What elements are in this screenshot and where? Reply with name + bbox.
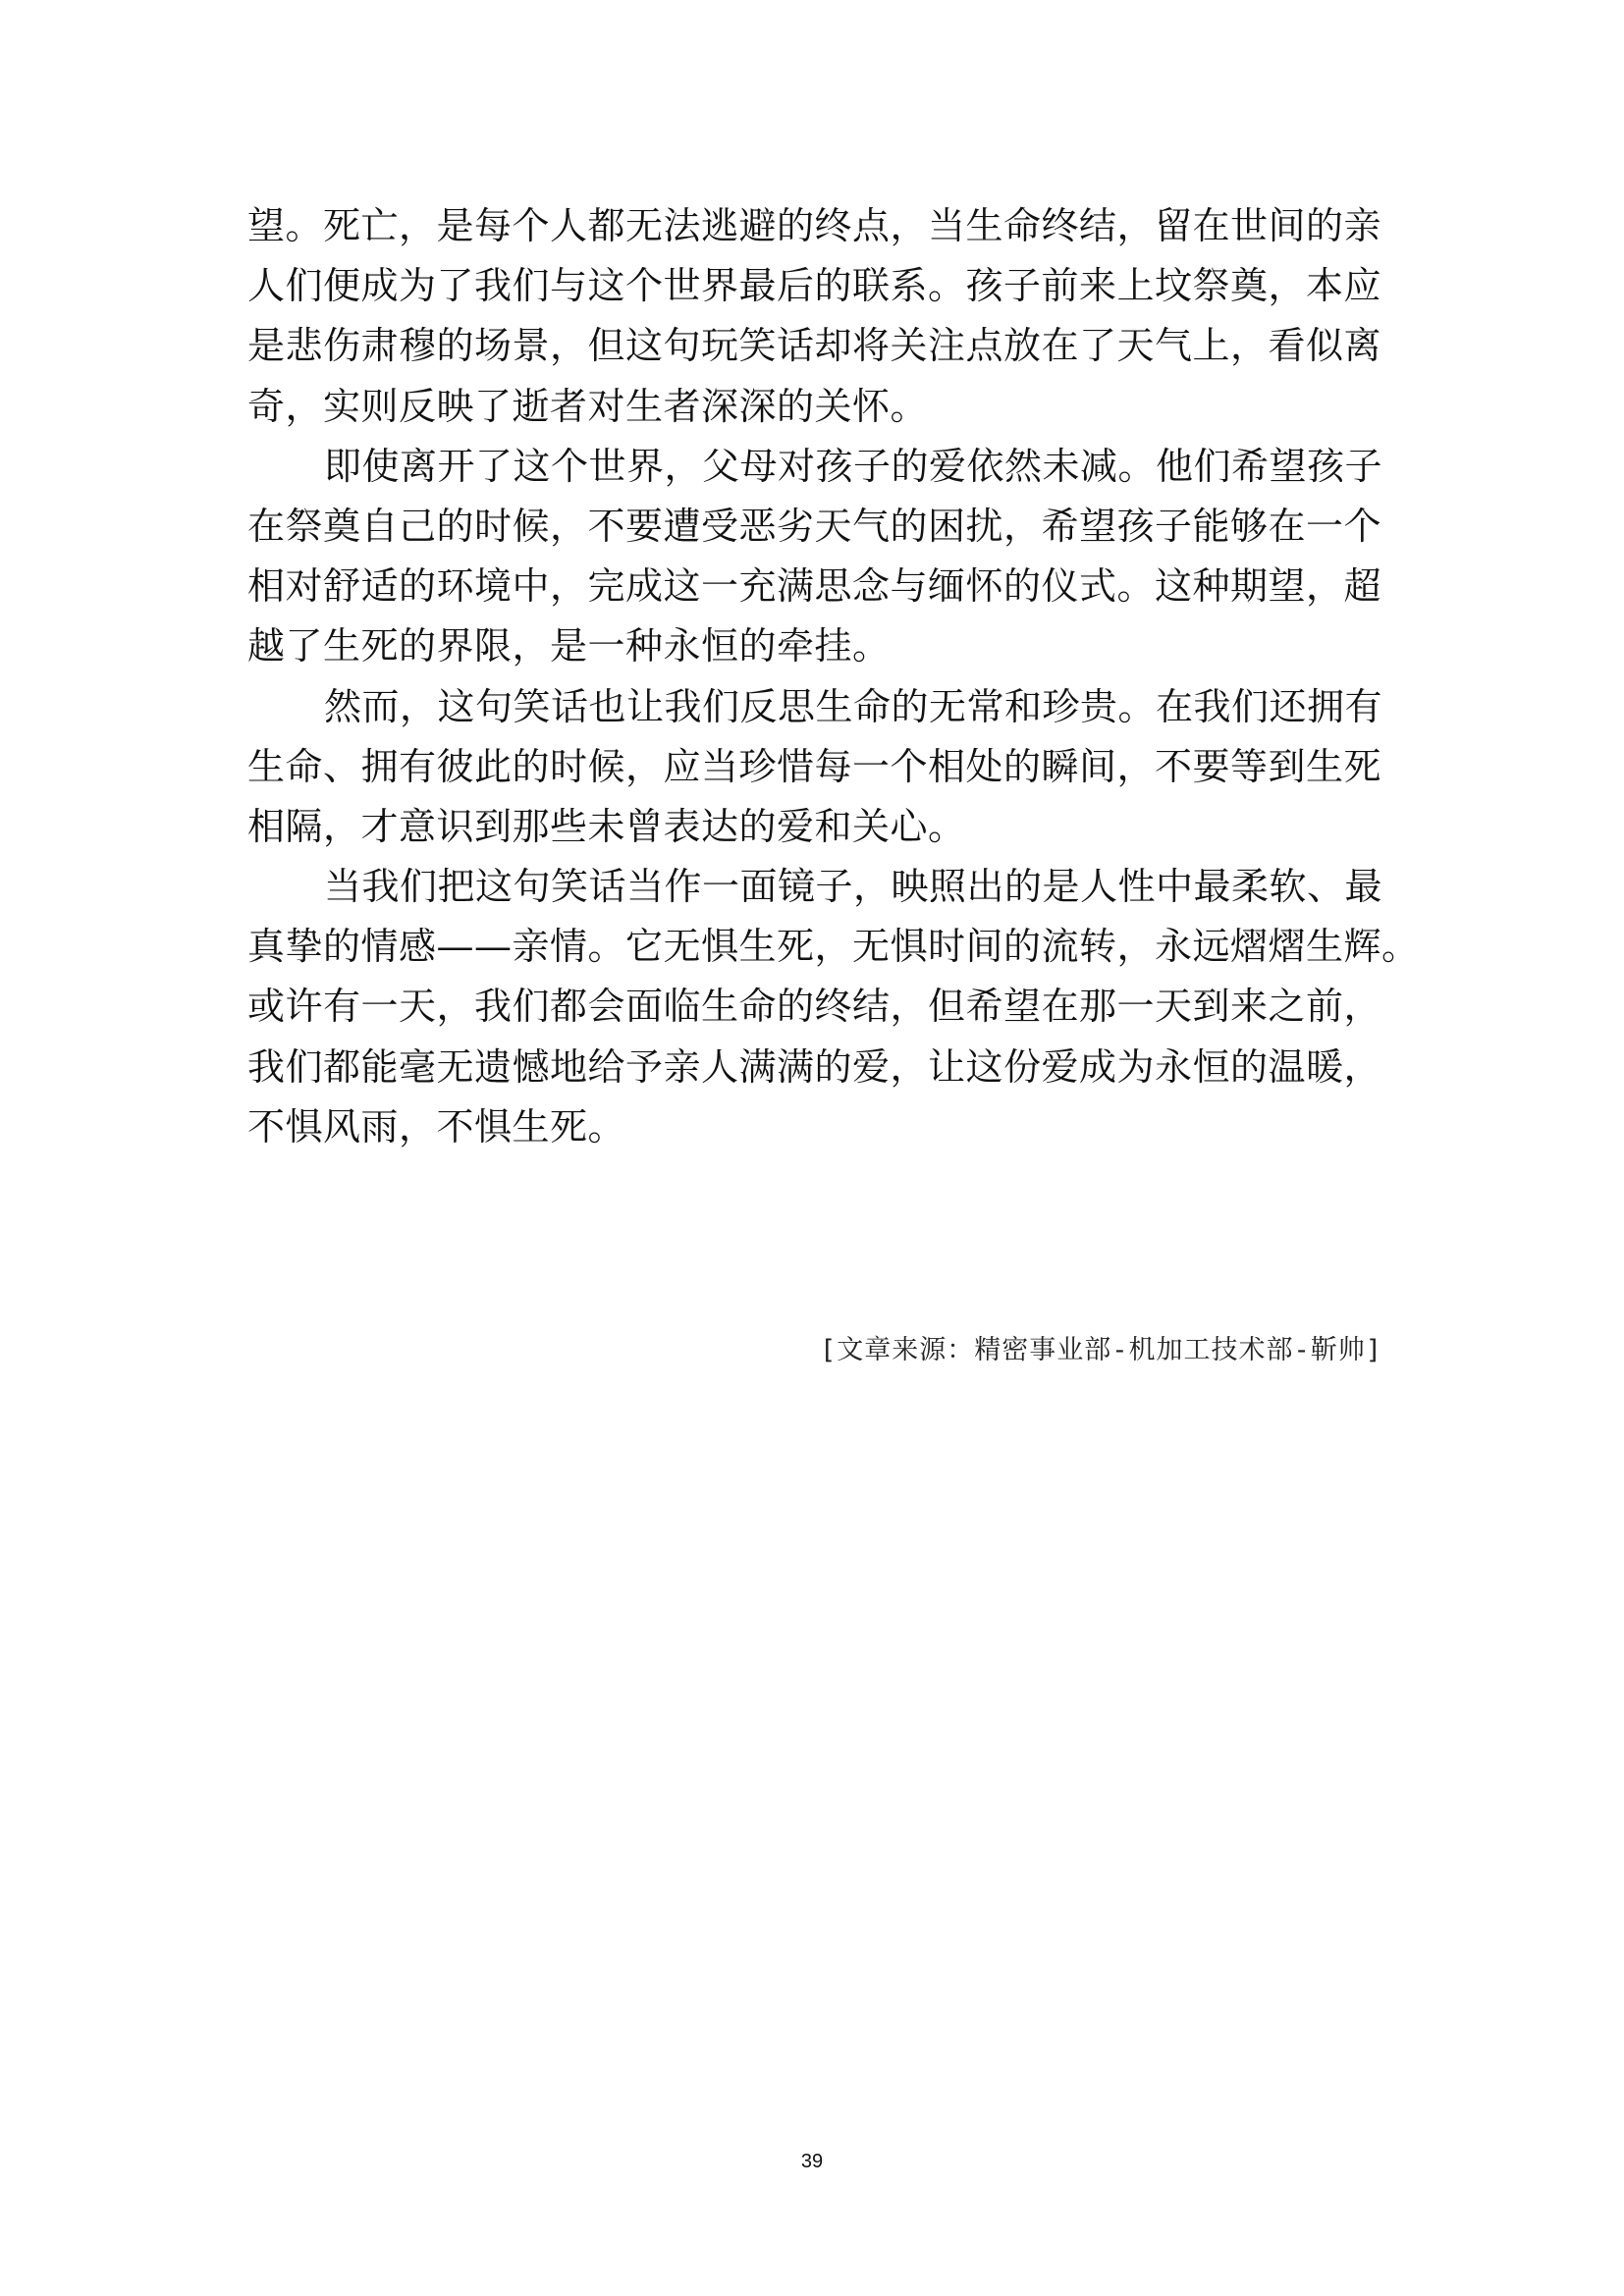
paragraph-first-line: 然而，这句笑话也让我们反思生命的无常和珍贵。在我们还拥有 xyxy=(324,684,1383,728)
text-line: 真挚的情感——亲情。它无惧生死，无惧时间的流转，永远熠熠生辉。 xyxy=(247,925,1420,969)
article-source: [文章来源：精密事业部-机加工技术部-靳帅] xyxy=(819,1335,1382,1365)
text-line: 我们都能毫无遗憾地给予亲人满满的爱，让这份爱成为永恒的温暖， xyxy=(247,1044,1382,1089)
text-line: 或许有一天，我们都会面临生命的终结，但希望在那一天到来之前， xyxy=(247,985,1382,1029)
paragraph-first-line: 当我们把这句笑话当作一面镜子，映照出的是人性中最柔软、最 xyxy=(324,865,1383,909)
text-line: 生命、拥有彼此的时候，应当珍惜每一个相处的瞬间，不要等到生死 xyxy=(247,744,1382,788)
page-number: 39 xyxy=(800,2151,824,2172)
paragraph-first-line: 即使离开了这个世界，父母对孩子的爱依然未减。他们希望孩子 xyxy=(324,444,1383,488)
text-line: 不惧风雨，不惧生死。 xyxy=(247,1104,626,1148)
text-line: 望。死亡，是每个人都无法逃避的终点，当生命终结，留在世间的亲 xyxy=(247,204,1382,247)
text-line: 奇，实则反映了逝者对生者深深的关怀。 xyxy=(247,384,929,428)
text-line: 相对舒适的环境中，完成这一充满思念与缅怀的仪式。这种期望，超 xyxy=(247,564,1382,609)
text-line: 是悲伤肃穆的场景，但这句玩笑话却将关注点放在了天气上，看似离 xyxy=(247,324,1382,368)
text-line: 越了生死的界限，是一种永恒的牵挂。 xyxy=(247,624,891,668)
text-line: 相隔，才意识到那些未曾表达的爱和关心。 xyxy=(247,804,966,848)
text-line: 人们便成为了我们与这个世界最后的联系。孩子前来上坟祭奠，本应 xyxy=(247,264,1382,308)
text-line: 在祭奠自己的时候，不要遭受恶劣天气的困扰，希望孩子能够在一个 xyxy=(247,504,1382,548)
article-body xyxy=(247,196,1420,1157)
